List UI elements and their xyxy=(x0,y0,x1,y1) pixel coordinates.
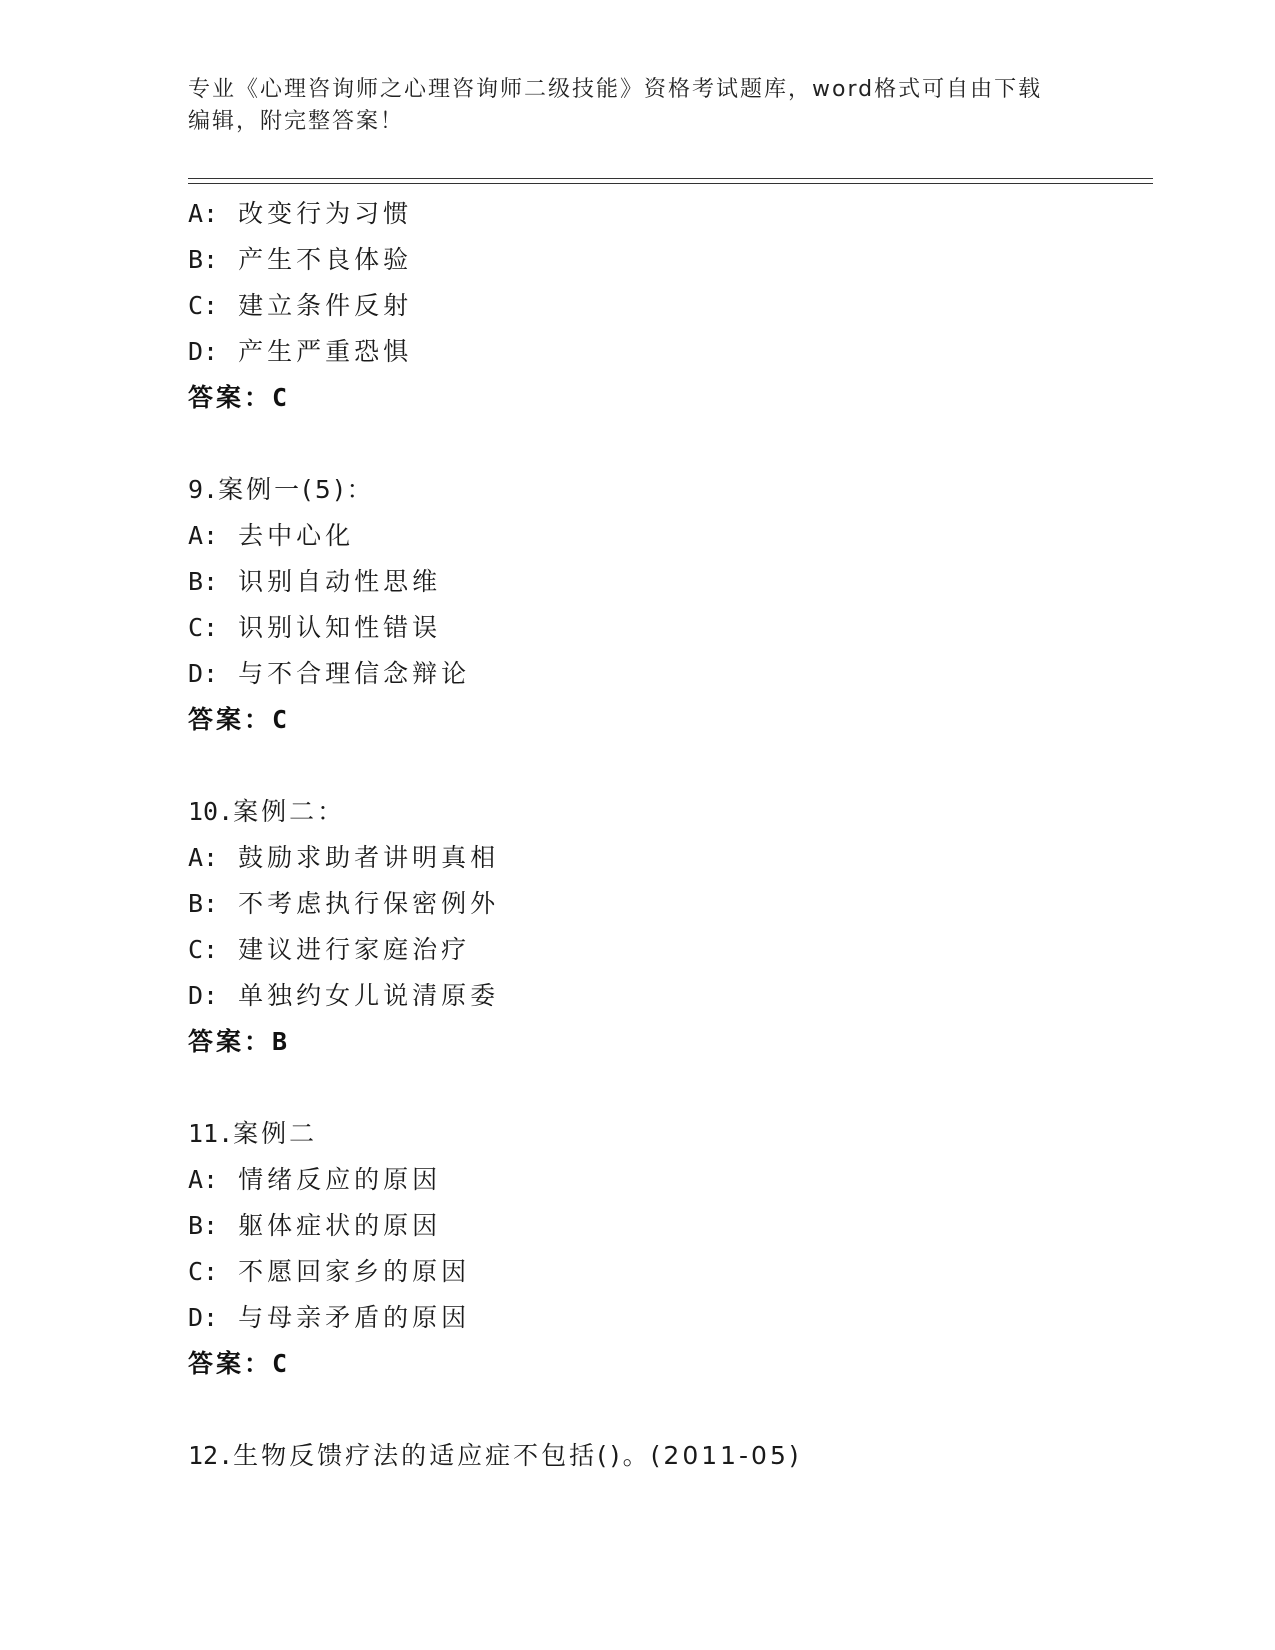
question-block xyxy=(188,1433,1148,1479)
option-text: 去中心化 xyxy=(238,521,355,550)
option-text: 识别认知性错误 xyxy=(238,613,442,642)
question-title xyxy=(188,789,1148,835)
option-key: A: xyxy=(188,843,219,872)
option-a xyxy=(188,191,1148,237)
option-key: B: xyxy=(188,245,219,274)
question-title xyxy=(188,1111,1148,1157)
option-key: C: xyxy=(188,935,219,964)
option-key: A: xyxy=(188,1165,219,1194)
option-text: 与不合理信念辩论 xyxy=(238,659,471,688)
option-key: D: xyxy=(188,659,219,688)
question-text: 案例一(5)： xyxy=(218,475,375,504)
option-d xyxy=(188,1295,1148,1341)
option-text: 情绪反应的原因 xyxy=(238,1165,442,1194)
answer-value: C xyxy=(272,1349,291,1378)
question-number: 12. xyxy=(188,1441,234,1470)
question-block xyxy=(188,467,1148,743)
option-text: 单独约女儿说清原委 xyxy=(238,981,500,1010)
question-text: 生物反馈疗法的适应症不包括()。(2011-05) xyxy=(233,1441,802,1470)
option-key: C: xyxy=(188,613,219,642)
option-text: 躯体症状的原因 xyxy=(238,1211,442,1240)
option-c xyxy=(188,605,1148,651)
option-key: D: xyxy=(188,981,219,1010)
option-d xyxy=(188,973,1148,1019)
option-text: 鼓励求助者讲明真相 xyxy=(238,843,500,872)
option-key: D: xyxy=(188,337,219,366)
answer-value: C xyxy=(272,383,291,412)
answer-label: 答案： xyxy=(188,1027,273,1056)
header-divider-top xyxy=(188,178,1153,179)
option-a xyxy=(188,513,1148,559)
answer-line xyxy=(188,1341,1148,1387)
option-text: 不考虑执行保密例外 xyxy=(238,889,500,918)
option-text: 建立条件反射 xyxy=(238,291,413,320)
question-list xyxy=(188,191,1148,1479)
option-text: 产生严重恐惧 xyxy=(238,337,413,366)
option-key: B: xyxy=(188,567,219,596)
answer-line xyxy=(188,1019,1148,1065)
option-a xyxy=(188,835,1148,881)
option-b xyxy=(188,237,1148,283)
option-key: A: xyxy=(188,199,219,228)
answer-line xyxy=(188,697,1148,743)
option-text: 改变行为习惯 xyxy=(238,199,413,228)
option-text: 识别自动性思维 xyxy=(238,567,442,596)
option-key: C: xyxy=(188,1257,219,1286)
option-text: 与母亲矛盾的原因 xyxy=(238,1303,471,1332)
option-key: C: xyxy=(188,291,219,320)
option-text: 建议进行家庭治疗 xyxy=(238,935,471,964)
document-header xyxy=(188,74,1088,138)
question-number: 9. xyxy=(188,475,219,504)
option-b xyxy=(188,881,1148,927)
option-text: 产生不良体验 xyxy=(238,245,413,274)
answer-value: B xyxy=(272,1027,291,1056)
header-line-2: 编辑，附完整答案！ xyxy=(188,109,405,134)
option-b xyxy=(188,1203,1148,1249)
option-c xyxy=(188,1249,1148,1295)
question-text: 案例二： xyxy=(233,797,346,826)
option-d xyxy=(188,651,1148,697)
option-b xyxy=(188,559,1148,605)
option-text: 不愿回家乡的原因 xyxy=(238,1257,471,1286)
option-d xyxy=(188,329,1148,375)
question-block xyxy=(188,789,1148,1065)
option-a xyxy=(188,1157,1148,1203)
option-c xyxy=(188,927,1148,973)
option-key: B: xyxy=(188,889,219,918)
question-number: 11. xyxy=(188,1119,234,1148)
answer-label: 答案： xyxy=(188,1349,273,1378)
option-key: D: xyxy=(188,1303,219,1332)
question-block xyxy=(188,191,1148,421)
question-block xyxy=(188,1111,1148,1387)
option-key: B: xyxy=(188,1211,219,1240)
header-divider-bottom xyxy=(188,183,1153,184)
question-number: 10. xyxy=(188,797,234,826)
option-c xyxy=(188,283,1148,329)
header-line-1: 专业《心理咨询师之心理咨询师二级技能》资格考试题库，word格式可自由下载 xyxy=(188,77,1043,102)
question-text: 案例二 xyxy=(233,1119,318,1148)
answer-label: 答案： xyxy=(188,383,273,412)
answer-line xyxy=(188,375,1148,421)
option-key: A: xyxy=(188,521,219,550)
question-title xyxy=(188,467,1148,513)
answer-label: 答案： xyxy=(188,705,273,734)
answer-value: C xyxy=(272,705,291,734)
question-title xyxy=(188,1433,1148,1479)
